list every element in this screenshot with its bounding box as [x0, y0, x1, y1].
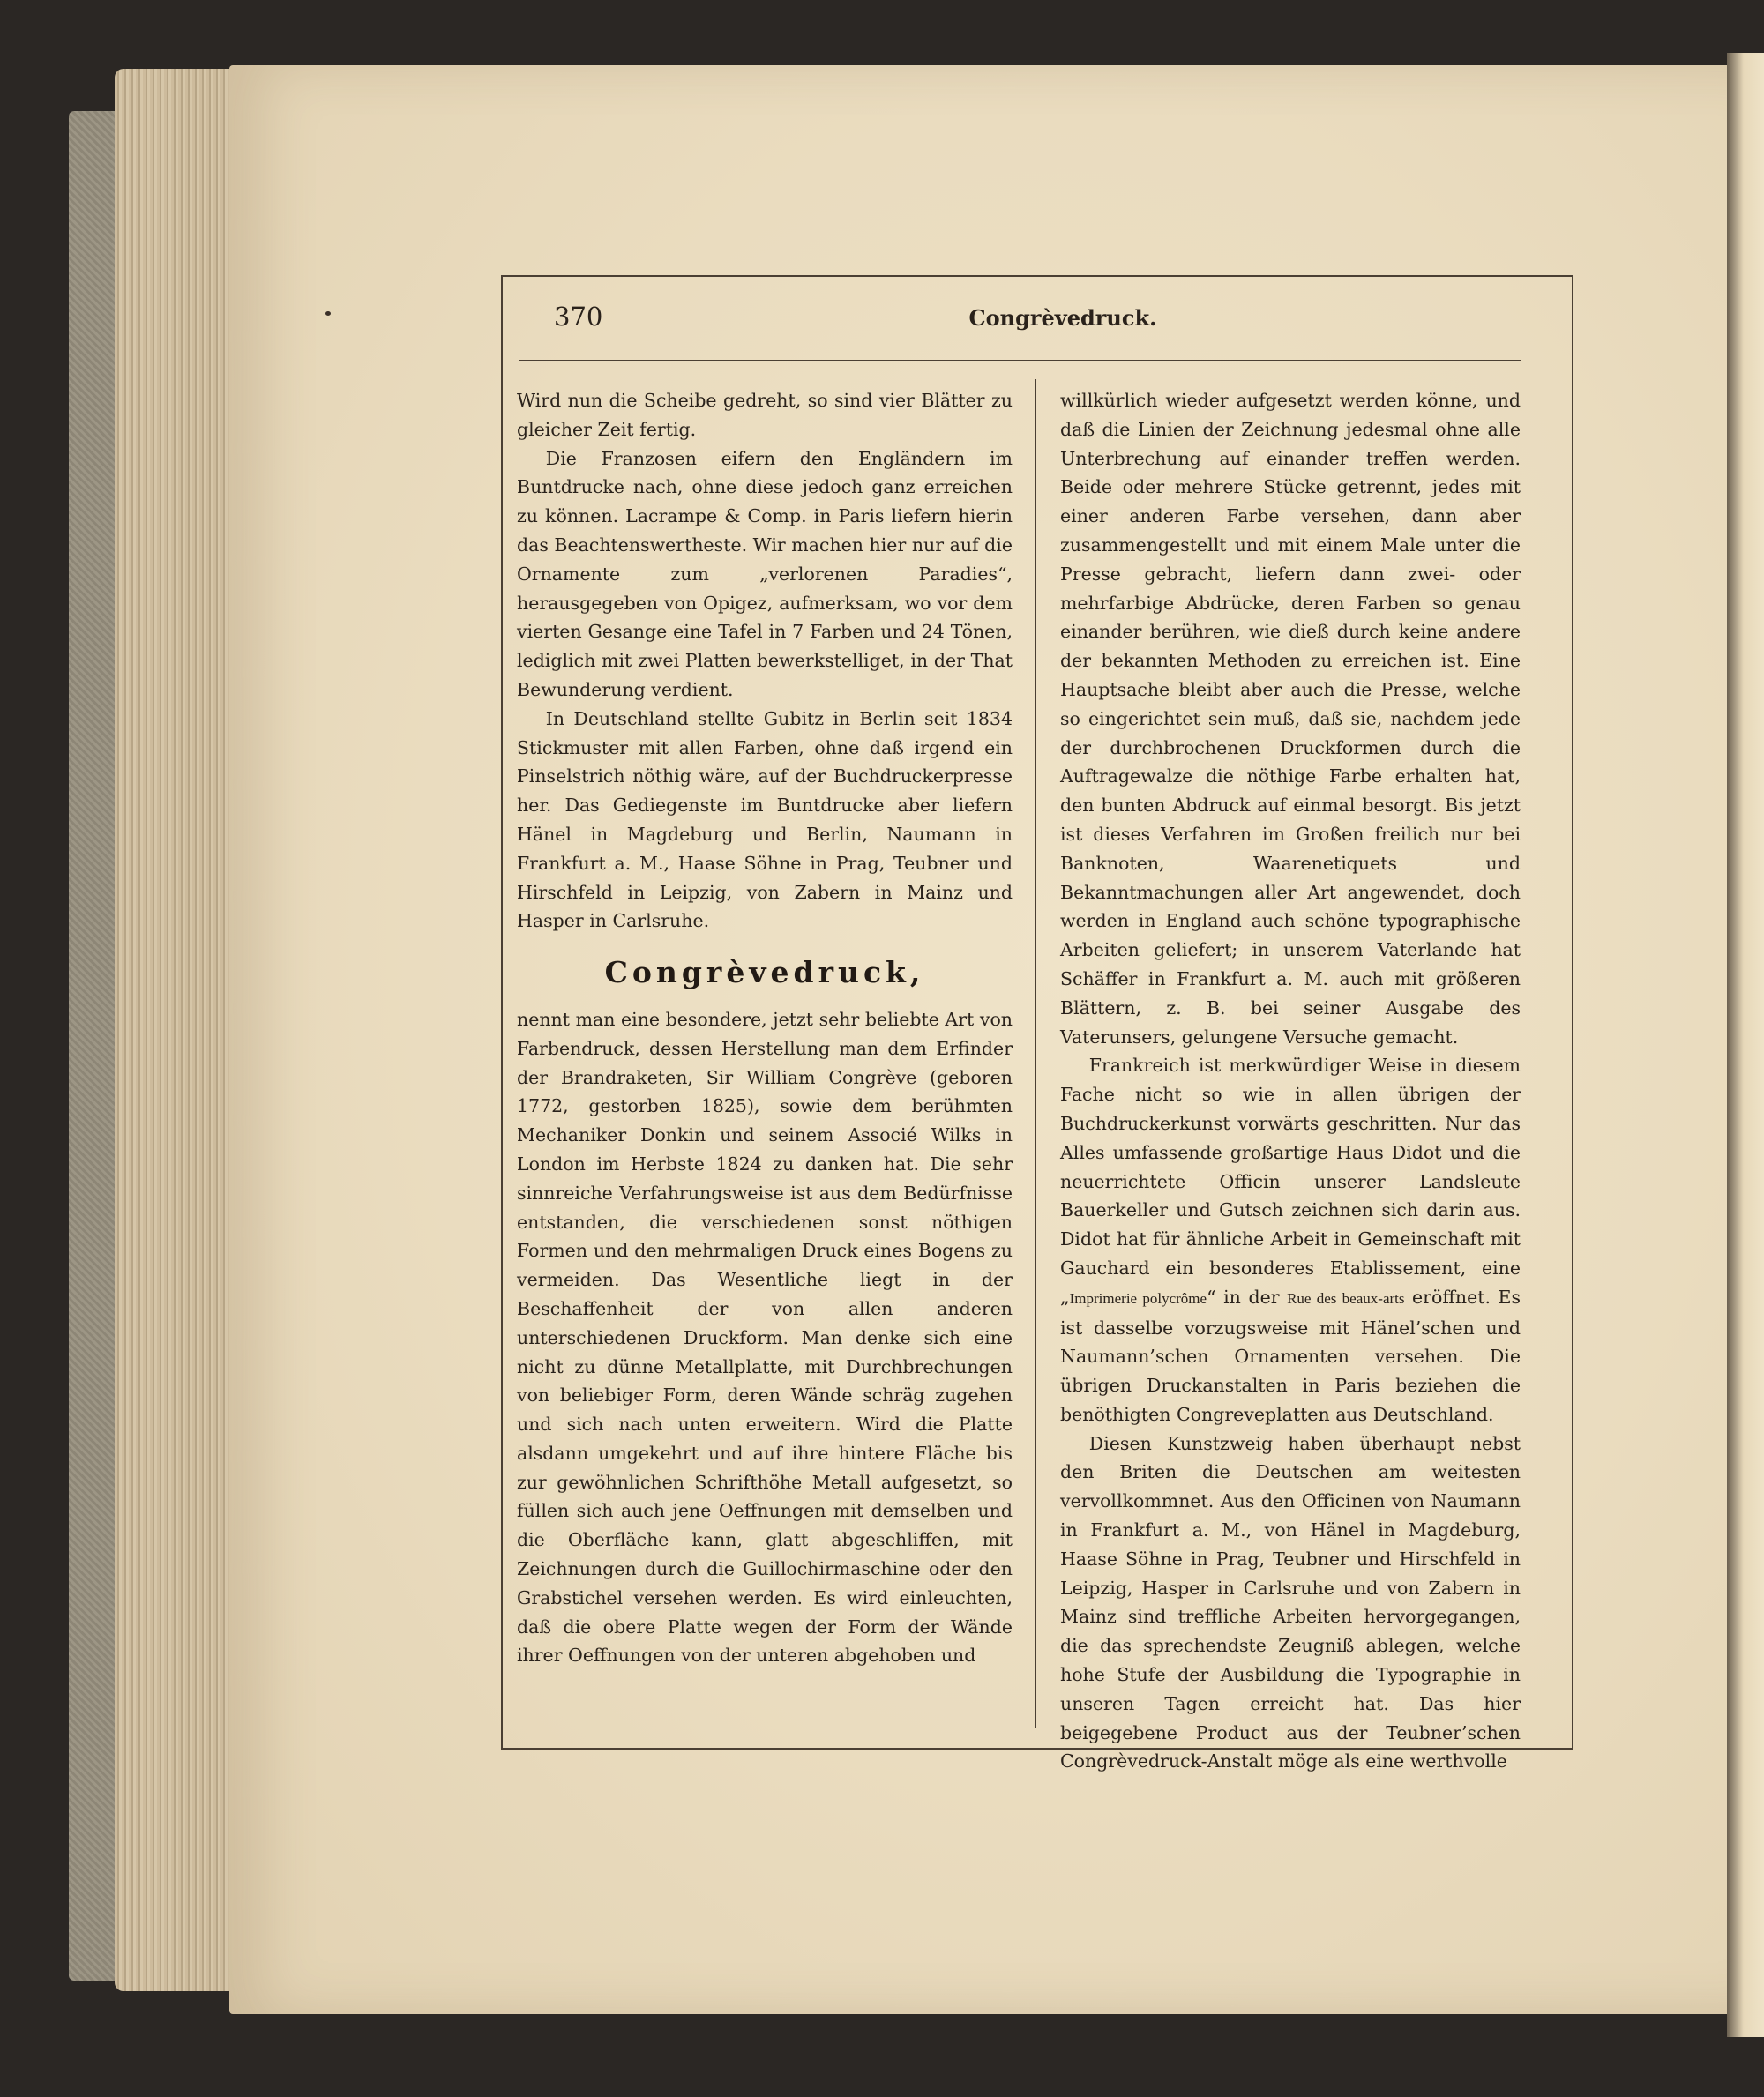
paragraph: nennt man eine besondere, jetzt sehr beliebte Art von Farbendruck, dessen Herstellung man dem Erfinder der Brandraketen, Sir William Congrève (geboren 1772, gestorben 1825), sowie dem berühmten Mechaniker Donkin und seinem Associé Wilks in London im Herbste 1824 zu danken hat. Die sehr sinnreiche Verfahrungsweise ist aus dem Bedürfnisse entstanden, die verschiedenen sonst nöthigen Formen und den mehrmaligen Druck eines Bogens zu vermeiden. Das Wesentliche liegt in der Beschaffenheit der von allen anderen unterschiedenen Druckform. Man denke sich eine nicht zu dünne Metallplatte, mit Durchbrechungen von beliebiger Form, deren Wände schräg zugehen und sich nach unten erweitern. Wird die Platte alsdann umgekehrt und auf ihre hintere Fläche bis zur gewöhnlichen Schrifthöhe Metall aufgesetzt, so füllen sich auch jene Oeffnungen mit demselben und die Oberfläche kann, glatt abgeschliffen, mit Zeichnungen durch die Guillochirmaschine oder den Grabstichel versehen werden. Es wird einleuchten, daß die obere Platte wegen der Form der Wände ihrer Oeffnungen von der unteren abgehoben und: [517, 1008, 1013, 1667]
page-number: 370: [554, 302, 603, 332]
header-rule: [519, 360, 1521, 361]
roman-text: Imprimerie polycrôme: [1069, 1289, 1207, 1307]
running-head: [547, 296, 1529, 349]
paragraph: [1060, 1051, 1521, 1429]
section-heading: Congrèvedruck,: [604, 955, 925, 990]
running-title: Congrèvedruck.: [968, 305, 1157, 331]
right-column: [1060, 386, 1521, 1776]
paragraph: Wird nun die Scheibe gedreht, so sind vier Blätter zu gleicher Zeit fertig.: [517, 390, 1013, 440]
text-run: Frankreich ist merkwürdiger Weise in diesem Fache nicht so wie in allen übrigen der Buchdruckerkunst vorwärts geschritten. Nur das Alles umfassende großartige Haus Didot und die neuerrichtete Officin unserer Landsleute Bauerkeller und Gutsch zeichnen sich darin aus. Didot hat für ähnliche Arbeit in Gemeinschaft mit Gauchard ein besonderes Etablissement, eine „: [1060, 1055, 1521, 1308]
text-run: “ in der: [1207, 1286, 1288, 1308]
text-run: eröffnet. Es ist dasselbe vorzugsweise mit Hänel’schen und Naumann’schen Ornamenten versehen. Die übrigen Druckanstalten in Paris beziehen die benöthigten Congreveplatten aus Deutschland.: [1060, 1286, 1521, 1425]
column-divider: [1035, 379, 1036, 1728]
paragraph: In Deutschland stellte Gubitz in Berlin seit 1834 Stickmuster mit allen Farben, ohne daß irgend ein Pinselstrich nöthig wäre, auf der Buchdruckerpresse her. Das Gediegenste im Buntdrucke aber liefern Hänel in Magdeburg und Berlin, Naumann in Frankfurt a. M., Haase Söhne in Prag, Teubner und Hirschfeld in Leipzig, von Zabern in Mainz und Hasper in Carlsruhe.: [517, 707, 1013, 932]
ink-speck: [325, 311, 331, 316]
roman-text: Rue des beaux-arts: [1287, 1289, 1405, 1307]
next-page-edge: [1727, 53, 1764, 2037]
paragraph: Diesen Kunstzweig haben überhaupt nebst den Briten die Deutschen am weitesten vervollkommnet. Aus den Officinen von Naumann in Frankfurt a. M., von Hänel in Magdeburg, Haase Söhne in Prag, Teubner und Hirschfeld in Leipzig, Hasper in Carlsruhe und von Zabern in Mainz sind treffliche Arbeiten hervorgegangen, die das sprechendste Zeugniß ablegen, welche hohe Stufe der Ausbildung die Typographie in unseren Tagen erreicht hat. Das hier beigegebene Product aus der Teubner’schen Congrèvedruck-Anstalt möge als eine werthvolle: [1060, 1432, 1521, 1772]
left-column: [517, 386, 1013, 1670]
paragraph: willkürlich wieder aufgesetzt werden könne, und daß die Linien der Zeichnung jedesmal ohne alle Unterbrechung auf einander treffen werden. Beide oder mehrere Stücke getrennt, jedes mit einer anderen Farbe versehen, dann aber zusammengestellt und mit einem Male unter die Presse gebracht, liefern dann zwei- oder mehrfarbige Abdrücke, deren Farben so genau einander berühren, wie dieß durch keine andere der bekannten Methoden zu erreichen ist. Eine Hauptsache bleibt aber auch die Presse, welche so eingerichtet sein muß, daß sie, nachdem jede der durchbrochenen Druckformen durch die Auftragewalze die nöthige Farbe erhalten hat, den bunten Abdruck auf einmal besorgt. Bis jetzt ist dieses Verfahren im Großen freilich nur bei Banknoten, Waarenetiquets und Bekanntmachungen aller Art angewendet, doch werden in England auch schöne typographische Arbeiten geliefert; in unserem Vaterlande hat Schäffer in Frankfurt a. M. auch mit größeren Blättern, z. B. bei seiner Ausgabe des Vaterunsers, gelungene Versuche gemacht.: [1060, 390, 1521, 1048]
paragraph: Die Franzosen eifern den Engländern im Buntdrucke nach, ohne diese jedoch ganz erreichen zu können. Lacrampe & Comp. in Paris liefern hierin das Beachtenswertheste. Wir machen hier nur auf die Ornamente zum „verlorenen Paradies“, herausgegeben von Opigez, aufmerksam, wo vor dem vierten Gesange eine Tafel in 7 Farben und 24 Tönen, lediglich mit zwei Platten bewerkstelliget, in der That Bewunderung verdient.: [517, 447, 1013, 700]
